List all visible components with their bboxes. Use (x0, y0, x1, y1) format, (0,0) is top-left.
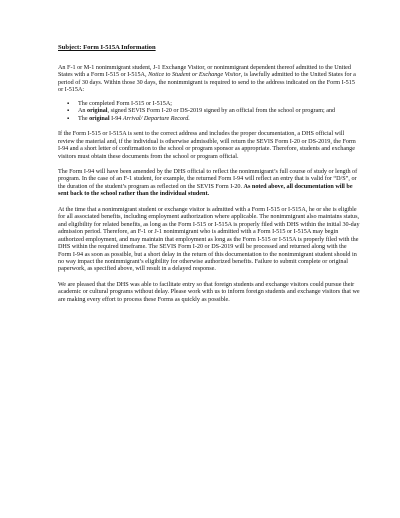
list-item-original-form (78, 108, 360, 115)
required-documents-list (58, 101, 360, 123)
original-emphasis: original (87, 108, 108, 115)
paragraph-3-text: The Form I-94 will have been amended by the DHS official to reflect the nonimmigrant’s full course of study or length of program. In the case of an F-1 student, for example, the returned Form I-94 will reflect an entry that is valid for “D/S”, or the duration of the student’s program as reflected on the SEVIS Form I-20. (58, 168, 358, 190)
subject-heading: Subject: Form I-515A Information (58, 44, 156, 51)
list-item-text: An (78, 108, 88, 115)
paragraph-3 (58, 169, 360, 199)
list-item-text: I-94 (109, 115, 123, 122)
paragraph-1 (58, 65, 360, 95)
original-emphasis: original (89, 115, 110, 122)
list-item-text: The (78, 115, 90, 122)
list-item-text: , signed SEVIS Form I-20 or DS-2019 signed by an official from the school or program; and (107, 108, 336, 115)
paragraph-4: At the time that a nonimmigrant student or exchange visitor is admitted with a Form I-515 or I-515A, he or she is eligible for all associated benefits, including employment authorization where applicable. The nonimmigrant also maintains status, and eligibility for related benefits, as long as the Form I-515 or I-515A is properly filed with DHS within the initial 30-day admission period. Therefore, an F-1 or J-1 nonimmigrant who is admitted with a Form I-515 or I-515A may begin authorized employment, and may maintain that employment as long as the Form I-515 or I-515A is properly filed with the DHS within the required timeframe. The SEVIS Form I-20 or DS-2019 will be processed and returned along with the Form I-94 as soon as possible, but a short delay in the return of this documentation to the nonimmigrant student should in no way impact the nonimmigrant’s eligibility for otherwise authorized benefits. Failure to submit complete or original paperwork, as specified above, will result in a delayed response. (58, 206, 360, 273)
record-title-italic: Arrival/ Departure Record. (122, 115, 190, 122)
paragraph-2: If the Form I-515 or I-515A is sent to the correct address and includes the proper documentation, a DHS official will review the material and, if the individual is otherwise admissible, will return the SEVIS Form I-20 or DS-2019, the Form I-94 and a short letter of confirmation to the school or program sponsor as appropriate. Therefore, students and exchange visitors must obtain these documents from the school or program official. (58, 131, 356, 160)
paragraph-5: We are pleased that the DHS was able to facilitate entry so that foreign students and exchange visitors could pursue their academic or cultural programs without delay. Please work with us to inform foreign students and exchange visitors that we are making every effort to process these Forms as quickly as possible. (58, 281, 360, 303)
paragraph-1-text-b: , is lawfully admitted to the United States for a period of 30 days. Within those 30 days, the nonimmigrant is required to send to the address indicated on the Form I-515 or I-515A: (58, 72, 356, 94)
list-item-text: The completed Form I-515 or I-515A; (78, 100, 172, 107)
notice-title-italic: Notice to Student or Exchange Visitor (148, 72, 241, 79)
paragraph-1-text-a: An F-1 or M-1 nonimmigrant student, J-1 Exchange Visitor, or nonimmigrant dependent thereof admitted to the United States with a Form I-515 or I-515A, (58, 65, 351, 79)
list-item-original-i94 (78, 116, 360, 123)
paragraph-3-bold-note: As noted above, all documentation will be sent back to the school rather than the individual student. (58, 183, 353, 198)
